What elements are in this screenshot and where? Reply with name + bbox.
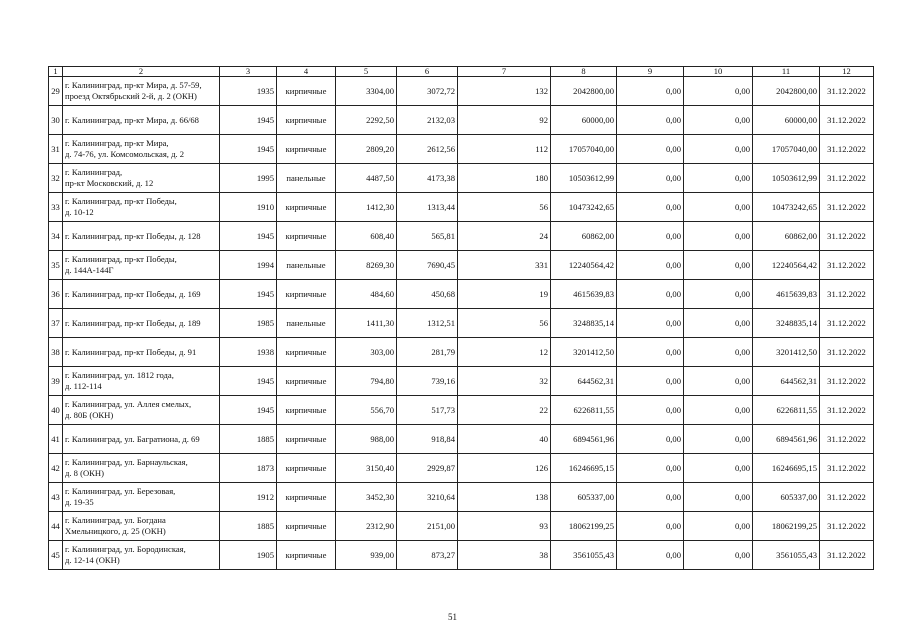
table-row (49, 280, 874, 309)
fund-col10-cell: 0,00 (684, 541, 753, 570)
living-area-cell: 565,81 (397, 222, 458, 251)
address-line-1: г. Калининград, пр-кт Победы, д. 91 (65, 346, 197, 357)
address-cell (63, 251, 220, 280)
total-area-cell: 2312,90 (336, 512, 397, 541)
fund-col10-cell: 0,00 (684, 280, 753, 309)
address-line-1: г. Калининград, ул. Богдана (65, 515, 166, 525)
total-area-cell: 8269,30 (336, 251, 397, 280)
address-cell (63, 396, 220, 425)
completion-date-cell: 31.12.2022 (820, 367, 874, 396)
table-row (49, 222, 874, 251)
fund-col11-cell: 2042800,00 (753, 77, 820, 106)
total-cost-cell: 3248835,14 (551, 309, 617, 338)
table-row (49, 541, 874, 570)
address-line-2: проезд Октябрьский 2-й, д. 2 (ОКН) (65, 91, 197, 101)
fund-col10-cell: 0,00 (684, 338, 753, 367)
wall-material-cell: панельные (277, 251, 336, 280)
completion-date-cell: 31.12.2022 (820, 309, 874, 338)
fund-col9-cell: 0,00 (617, 541, 684, 570)
fund-col9-cell: 0,00 (617, 280, 684, 309)
total-area-cell: 2809,20 (336, 135, 397, 164)
completion-date-cell: 31.12.2022 (820, 222, 874, 251)
fund-col9-cell: 0,00 (617, 338, 684, 367)
row-number: 42 (49, 454, 63, 483)
address-line-1: г. Калининград, (65, 167, 123, 177)
address-line-1: г. Калининград, ул. Аллея смелых, (65, 399, 192, 409)
fund-col9-cell: 0,00 (617, 309, 684, 338)
residents-count-cell: 138 (458, 483, 551, 512)
table-row (49, 164, 874, 193)
total-area-cell: 484,60 (336, 280, 397, 309)
row-number: 33 (49, 193, 63, 222)
wall-material-cell: кирпичные (277, 425, 336, 454)
fund-col11-cell: 60862,00 (753, 222, 820, 251)
total-area-cell: 608,40 (336, 222, 397, 251)
table-body (49, 67, 874, 570)
fund-col11-cell: 3561055,43 (753, 541, 820, 570)
address-cell (63, 454, 220, 483)
living-area-cell: 7690,45 (397, 251, 458, 280)
total-area-cell: 988,00 (336, 425, 397, 454)
address-cell (63, 483, 220, 512)
table-row (49, 309, 874, 338)
fund-col9-cell: 0,00 (617, 251, 684, 280)
wall-material-cell: кирпичные (277, 541, 336, 570)
fund-col11-cell: 605337,00 (753, 483, 820, 512)
fund-col11-cell: 6894561,96 (753, 425, 820, 454)
address-cell (63, 106, 220, 135)
fund-col11-cell: 12240564,42 (753, 251, 820, 280)
wall-material-cell: кирпичные (277, 454, 336, 483)
fund-col11-cell: 6226811,55 (753, 396, 820, 425)
address-cell (63, 193, 220, 222)
total-area-cell: 939,00 (336, 541, 397, 570)
residents-count-cell: 112 (458, 135, 551, 164)
total-cost-cell: 3561055,43 (551, 541, 617, 570)
address-cell (63, 541, 220, 570)
total-cost-cell: 12240564,42 (551, 251, 617, 280)
completion-date-cell: 31.12.2022 (820, 251, 874, 280)
address-cell (63, 222, 220, 251)
fund-col9-cell: 0,00 (617, 425, 684, 454)
row-number: 45 (49, 541, 63, 570)
completion-date-cell: 31.12.2022 (820, 77, 874, 106)
fund-col10-cell: 0,00 (684, 164, 753, 193)
col-header-4: 4 (277, 67, 336, 77)
table-row (49, 106, 874, 135)
fund-col10-cell: 0,00 (684, 454, 753, 483)
address-line-1: г. Калининград, ул. Багратиона, д. 69 (65, 433, 200, 444)
fund-col9-cell: 0,00 (617, 106, 684, 135)
living-area-cell: 2929,87 (397, 454, 458, 483)
total-cost-cell: 17057040,00 (551, 135, 617, 164)
completion-date-cell: 31.12.2022 (820, 454, 874, 483)
year-built-cell: 1905 (220, 541, 277, 570)
fund-col9-cell: 0,00 (617, 77, 684, 106)
address-line-1: г. Калининград, пр-кт Мира, (65, 138, 169, 148)
living-area-cell: 739,16 (397, 367, 458, 396)
wall-material-cell: кирпичные (277, 280, 336, 309)
total-area-cell: 2292,50 (336, 106, 397, 135)
address-cell (63, 77, 220, 106)
table-row (49, 77, 874, 106)
fund-col10-cell: 0,00 (684, 483, 753, 512)
col-header-11: 11 (753, 67, 820, 77)
address-line-2: д. 112-114 (65, 381, 102, 391)
residents-count-cell: 22 (458, 396, 551, 425)
row-number: 36 (49, 280, 63, 309)
total-cost-cell: 16246695,15 (551, 454, 617, 483)
residents-count-cell: 40 (458, 425, 551, 454)
total-area-cell: 303,00 (336, 338, 397, 367)
address-line-1: г. Калининград, пр-кт Победы, д. 128 (65, 230, 201, 241)
total-cost-cell: 4615639,83 (551, 280, 617, 309)
address-cell (63, 280, 220, 309)
address-line-2: д. 74-76, ул. Комсомольская, д. 2 (65, 149, 185, 159)
living-area-cell: 281,79 (397, 338, 458, 367)
living-area-cell: 2132,03 (397, 106, 458, 135)
total-area-cell: 794,80 (336, 367, 397, 396)
year-built-cell: 1945 (220, 396, 277, 425)
wall-material-cell: кирпичные (277, 106, 336, 135)
fund-col10-cell: 0,00 (684, 135, 753, 164)
year-built-cell: 1945 (220, 106, 277, 135)
fund-col10-cell: 0,00 (684, 251, 753, 280)
table-row (49, 425, 874, 454)
col-header-12: 12 (820, 67, 874, 77)
fund-col9-cell: 0,00 (617, 396, 684, 425)
total-area-cell: 556,70 (336, 396, 397, 425)
wall-material-cell: кирпичные (277, 396, 336, 425)
table-row (49, 512, 874, 541)
residents-count-cell: 32 (458, 367, 551, 396)
address-line-2: д. 144А-144Г (65, 265, 114, 275)
row-number: 34 (49, 222, 63, 251)
living-area-cell: 4173,38 (397, 164, 458, 193)
address-line-1: г. Калининград, ул. 1812 года, (65, 370, 174, 380)
wall-material-cell: кирпичные (277, 483, 336, 512)
address-line-1: г. Калининград, пр-кт Победы, (65, 254, 177, 264)
residents-count-cell: 24 (458, 222, 551, 251)
completion-date-cell: 31.12.2022 (820, 396, 874, 425)
fund-col10-cell: 0,00 (684, 309, 753, 338)
row-number: 29 (49, 77, 63, 106)
col-header-6: 6 (397, 67, 458, 77)
address-line-1: г. Калининград, ул. Бородинская, (65, 544, 186, 554)
living-area-cell: 3210,64 (397, 483, 458, 512)
total-cost-cell: 2042800,00 (551, 77, 617, 106)
address-cell (63, 512, 220, 541)
year-built-cell: 1945 (220, 280, 277, 309)
table-row (49, 251, 874, 280)
total-cost-cell: 10503612,99 (551, 164, 617, 193)
year-built-cell: 1945 (220, 222, 277, 251)
year-built-cell: 1910 (220, 193, 277, 222)
col-header-7: 7 (458, 67, 551, 77)
address-cell (63, 367, 220, 396)
living-area-cell: 3072,72 (397, 77, 458, 106)
address-line-2: д. 19-35 (65, 497, 94, 507)
residents-count-cell: 93 (458, 512, 551, 541)
fund-col11-cell: 4615639,83 (753, 280, 820, 309)
year-built-cell: 1994 (220, 251, 277, 280)
residents-count-cell: 331 (458, 251, 551, 280)
fund-col9-cell: 0,00 (617, 483, 684, 512)
total-area-cell: 3304,00 (336, 77, 397, 106)
residents-count-cell: 126 (458, 454, 551, 483)
total-area-cell: 3452,30 (336, 483, 397, 512)
register-table (48, 66, 874, 570)
total-cost-cell: 6894561,96 (551, 425, 617, 454)
table-row (49, 338, 874, 367)
year-built-cell: 1885 (220, 425, 277, 454)
wall-material-cell: кирпичные (277, 338, 336, 367)
address-cell (63, 164, 220, 193)
total-cost-cell: 605337,00 (551, 483, 617, 512)
address-line-1: г. Калининград, ул. Березовая, (65, 486, 176, 496)
address-line-2: д. 8 (ОКН) (65, 468, 104, 478)
wall-material-cell: панельные (277, 309, 336, 338)
living-area-cell: 1312,51 (397, 309, 458, 338)
fund-col9-cell: 0,00 (617, 222, 684, 251)
year-built-cell: 1873 (220, 454, 277, 483)
address-line-2: Хмельницкого, д. 25 (ОКН) (65, 526, 166, 536)
completion-date-cell: 31.12.2022 (820, 106, 874, 135)
address-line-2: д. 12-14 (ОКН) (65, 555, 120, 565)
wall-material-cell: кирпичные (277, 222, 336, 251)
fund-col10-cell: 0,00 (684, 77, 753, 106)
residents-count-cell: 180 (458, 164, 551, 193)
total-cost-cell: 3201412,50 (551, 338, 617, 367)
fund-col10-cell: 0,00 (684, 106, 753, 135)
col-header-5: 5 (336, 67, 397, 77)
year-built-cell: 1938 (220, 338, 277, 367)
col-header-1: 1 (49, 67, 63, 77)
fund-col10-cell: 0,00 (684, 396, 753, 425)
completion-date-cell: 31.12.2022 (820, 135, 874, 164)
address-cell (63, 135, 220, 164)
living-area-cell: 517,73 (397, 396, 458, 425)
wall-material-cell: кирпичные (277, 367, 336, 396)
fund-col9-cell: 0,00 (617, 367, 684, 396)
fund-col9-cell: 0,00 (617, 193, 684, 222)
fund-col11-cell: 644562,31 (753, 367, 820, 396)
completion-date-cell: 31.12.2022 (820, 541, 874, 570)
row-number: 44 (49, 512, 63, 541)
year-built-cell: 1995 (220, 164, 277, 193)
address-line-2: д. 10-12 (65, 207, 94, 217)
address-cell (63, 425, 220, 454)
fund-col10-cell: 0,00 (684, 367, 753, 396)
address-line-2: д. 80Б (ОКН) (65, 410, 114, 420)
total-cost-cell: 60862,00 (551, 222, 617, 251)
row-number: 30 (49, 106, 63, 135)
fund-col9-cell: 0,00 (617, 164, 684, 193)
fund-col10-cell: 0,00 (684, 193, 753, 222)
wall-material-cell: кирпичные (277, 512, 336, 541)
total-area-cell: 1412,30 (336, 193, 397, 222)
fund-col11-cell: 3201412,50 (753, 338, 820, 367)
table-row (49, 454, 874, 483)
fund-col11-cell: 17057040,00 (753, 135, 820, 164)
col-header-2: 2 (63, 67, 220, 77)
row-number: 41 (49, 425, 63, 454)
total-cost-cell: 18062199,25 (551, 512, 617, 541)
fund-col10-cell: 0,00 (684, 512, 753, 541)
residents-count-cell: 12 (458, 338, 551, 367)
table-row (49, 193, 874, 222)
residents-count-cell: 92 (458, 106, 551, 135)
completion-date-cell: 31.12.2022 (820, 193, 874, 222)
total-cost-cell: 10473242,65 (551, 193, 617, 222)
fund-col9-cell: 0,00 (617, 135, 684, 164)
col-header-10: 10 (684, 67, 753, 77)
col-header-3: 3 (220, 67, 277, 77)
fund-col11-cell: 3248835,14 (753, 309, 820, 338)
fund-col11-cell: 18062199,25 (753, 512, 820, 541)
address-line-1: г. Калининград, пр-кт Мира, д. 57-59, (65, 80, 202, 90)
living-area-cell: 918,84 (397, 425, 458, 454)
address-line-1: г. Калининград, ул. Барнаульская, (65, 457, 188, 467)
total-area-cell: 1411,30 (336, 309, 397, 338)
row-number: 37 (49, 309, 63, 338)
fund-col9-cell: 0,00 (617, 512, 684, 541)
year-built-cell: 1912 (220, 483, 277, 512)
total-area-cell: 3150,40 (336, 454, 397, 483)
wall-material-cell: кирпичные (277, 77, 336, 106)
table-row (49, 367, 874, 396)
address-line-1: г. Калининград, пр-кт Мира, д. 66/68 (65, 114, 199, 125)
year-built-cell: 1935 (220, 77, 277, 106)
residents-count-cell: 56 (458, 193, 551, 222)
fund-col9-cell: 0,00 (617, 454, 684, 483)
fund-col11-cell: 16246695,15 (753, 454, 820, 483)
table-row (49, 396, 874, 425)
row-number: 43 (49, 483, 63, 512)
completion-date-cell: 31.12.2022 (820, 512, 874, 541)
row-number: 40 (49, 396, 63, 425)
row-number: 35 (49, 251, 63, 280)
living-area-cell: 873,27 (397, 541, 458, 570)
address-line-1: г. Калининград, пр-кт Победы, д. 169 (65, 288, 201, 299)
row-number: 39 (49, 367, 63, 396)
residents-count-cell: 19 (458, 280, 551, 309)
completion-date-cell: 31.12.2022 (820, 164, 874, 193)
row-number: 31 (49, 135, 63, 164)
address-line-1: г. Калининград, пр-кт Победы, д. 189 (65, 317, 201, 328)
residents-count-cell: 38 (458, 541, 551, 570)
completion-date-cell: 31.12.2022 (820, 483, 874, 512)
year-built-cell: 1985 (220, 309, 277, 338)
residents-count-cell: 56 (458, 309, 551, 338)
year-built-cell: 1885 (220, 512, 277, 541)
total-area-cell: 4487,50 (336, 164, 397, 193)
living-area-cell: 2151,00 (397, 512, 458, 541)
total-cost-cell: 60000,00 (551, 106, 617, 135)
completion-date-cell: 31.12.2022 (820, 280, 874, 309)
total-cost-cell: 6226811,55 (551, 396, 617, 425)
living-area-cell: 2612,56 (397, 135, 458, 164)
total-cost-cell: 644562,31 (551, 367, 617, 396)
address-cell (63, 309, 220, 338)
row-number: 38 (49, 338, 63, 367)
fund-col10-cell: 0,00 (684, 425, 753, 454)
page-number: 51 (448, 612, 457, 622)
column-number-header-row (49, 67, 874, 77)
living-area-cell: 450,68 (397, 280, 458, 309)
address-line-2: пр-кт Московский, д. 12 (65, 178, 154, 188)
fund-col11-cell: 10503612,99 (753, 164, 820, 193)
fund-col10-cell: 0,00 (684, 222, 753, 251)
fund-col11-cell: 10473242,65 (753, 193, 820, 222)
year-built-cell: 1945 (220, 367, 277, 396)
address-line-1: г. Калининград, пр-кт Победы, (65, 196, 177, 206)
row-number: 32 (49, 164, 63, 193)
wall-material-cell: кирпичные (277, 135, 336, 164)
col-header-9: 9 (617, 67, 684, 77)
fund-col11-cell: 60000,00 (753, 106, 820, 135)
wall-material-cell: панельные (277, 164, 336, 193)
address-cell (63, 338, 220, 367)
completion-date-cell: 31.12.2022 (820, 338, 874, 367)
table-row (49, 483, 874, 512)
year-built-cell: 1945 (220, 135, 277, 164)
completion-date-cell: 31.12.2022 (820, 425, 874, 454)
residents-count-cell: 132 (458, 77, 551, 106)
wall-material-cell: кирпичные (277, 193, 336, 222)
table-row (49, 135, 874, 164)
living-area-cell: 1313,44 (397, 193, 458, 222)
col-header-8: 8 (551, 67, 617, 77)
